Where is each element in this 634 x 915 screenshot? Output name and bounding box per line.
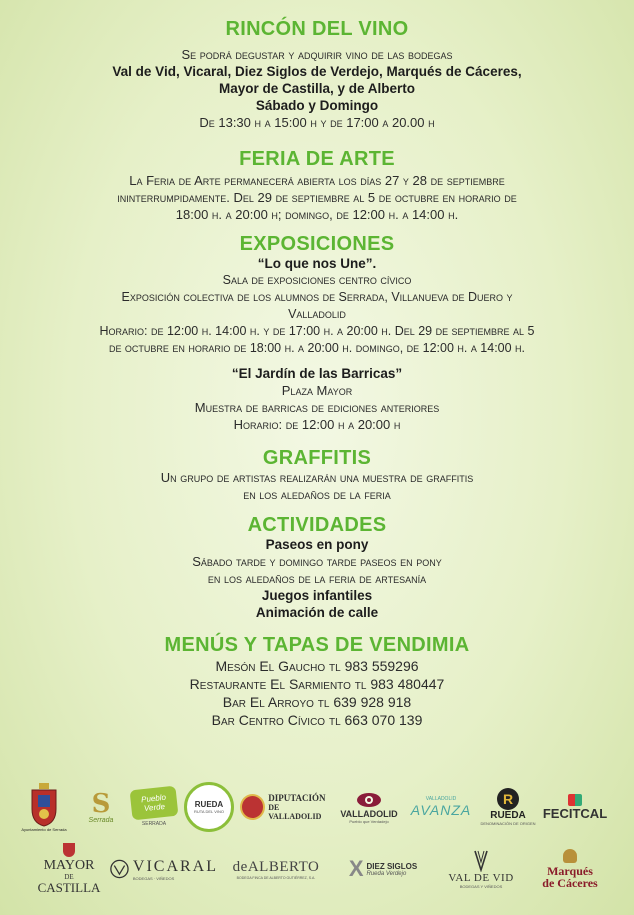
rincon-bodegas: Val de Vid, Vicaral, Diez Siglos de Verdejo, Marqués de Cáceres, [112,64,522,79]
serrada-label: Serrada [88,816,114,824]
pueblo-verde-sub: SERRADA [141,820,167,827]
rueda-ruta-logo [184,778,234,836]
rincon-hours: De 13:30 h a 15:00 h y de 17:00 a 20.00 h [199,115,435,130]
valladolid-label: VALLADOLID [340,808,398,819]
actividad-juegos: Juegos infantiles [261,588,373,603]
rueda-do-label: RUEDA [490,810,526,821]
ayuntamiento-serrada-logo [14,778,74,836]
exposiciones-title: EXPOSICIONES [239,233,395,255]
actividad-line: en los aledaños de la feria de artesanía [207,571,427,586]
actividades-section [0,514,634,621]
feria-line: La Feria de Arte permanecerá abierta los días 27 y 28 de septiembre [129,173,505,188]
graffitis-line: Un grupo de artistas realizarán una muestra de graffitis [160,470,474,485]
de-alberto-logo [228,838,324,900]
serrada-s-icon: S [91,788,111,819]
actividad-pony: Paseos en pony [265,537,369,552]
rueda-r-icon: R [497,788,519,810]
diez-siglos-x-icon: X [348,856,364,881]
valdevid-label: VAL DE VID [448,871,514,884]
exposicion-2-title: “El Jardín de las Barricas” [231,366,403,381]
restaurant-line: Restaurante El Sarmiento tl 983 480447 [189,676,445,692]
rueda-do-logo [480,778,536,836]
rueda-ruta-sub: RUTA DEL VINO [193,809,224,814]
marques-label-2: de Cáceres [542,876,598,890]
vicaral-emblem-icon [110,858,129,880]
rincon-line: Se podrá degustar y adquirir vino de las bodegas [181,47,453,62]
marques-label-1: Marqués [547,864,593,878]
diputacion-label-2: DE VALLADOLID [268,803,322,821]
diputacion-logo [240,778,332,836]
coat-of-arms-icon [29,783,59,827]
rueda-do-sub: DENOMINACIÓN DE ORIGEN [480,821,536,826]
vicaral-sub: BODEGAS · VIÑEDOS [132,875,175,881]
feria-line: ininterrumpidamente. Del 29 de septiembre al 5 de octubre en horario de [117,190,517,205]
marques-de-caceres-logo [530,838,610,900]
exposiciones-section [0,233,634,433]
vicaral-logo [110,838,218,900]
val-de-vid-v-icon [474,850,488,872]
rueda-ruta-label: RUEDA [194,800,224,809]
graffitis-section [0,447,634,503]
exposicion-2-line: Horario: de 12:00 h a 20:00 h [233,417,401,432]
rincon-days: Sábado y Domingo [255,98,379,113]
exposicion-2-line: Muestra de barricas de ediciones anteriores [194,400,440,415]
fecitcal-logo [540,778,610,836]
restaurant-line: Mesón El Gaucho tl 983 559296 [215,658,419,674]
exposicion-1-title: “Lo que nos Une”. [257,256,377,271]
mayor-de-castilla-logo [36,838,102,900]
val-de-vid-logo [440,838,522,900]
exposicion-1-line: Valladolid [288,307,346,321]
restaurant-line: Bar El Arroyo tl 639 928 918 [222,694,412,710]
valladolid-sub: Pueblo que Verdadejo [349,818,389,824]
fecitcal-label: FECITCAL [542,805,608,821]
actividad-line: Sábado tarde y domingo tarde paseos en pony [192,554,442,569]
valladolid-avanza-logo [408,778,474,836]
menus-section [0,634,634,729]
dealberto-sub: BODEGA FINCA DE ALBERTO GUTIÉRREZ, S.A. [236,875,316,880]
fecitcal-flag-icon [568,794,582,806]
feria-line: 18:00 h. a 20:00 h; domingo, de 12:00 h. a 14:00 h. [175,207,459,222]
valdevid-sub: BODEGAS Y VIÑEDOS [459,883,503,889]
diputacion-label-1: DIPUTACIÓN [268,793,326,803]
exposicion-1-line: de octubre en horario de 18:00 h. a 20:00 h. domingo, de 12:00 h. a 14:00 h. [108,341,526,355]
pueblo-verde-logo [128,778,180,836]
actividades-title: ACTIVIDADES [247,514,387,536]
eye-icon [356,791,382,809]
exposicion-1-line: Sala de exposiciones centro cívico [222,273,412,287]
exposicion-1-line: Exposición colectiva de los alumnos de Serrada, Villanueva de Duero y [121,290,513,304]
actividad-animacion: Animación de calle [255,605,379,620]
feria-de-arte-section [0,148,634,223]
exposicion-2-line: Plaza Mayor [281,383,353,398]
restaurant-line: Bar Centro Cívico tl 663 070 139 [211,712,423,728]
exposicion-1-line: Horario: de 12:00 h. 14:00 h. y de 17:00 h. a 20:00 h. Del 29 de septiembre al 5 [99,324,535,338]
serrada-logo [80,778,122,836]
mayor-label-3: CASTILLA [37,880,101,895]
graffitis-title: GRAFFITIS [262,447,372,469]
vicaral-label: VICARAL [132,857,218,875]
menus-title: MENÚS Y TAPAS DE VENDIMIA [164,634,470,656]
avanza-top: VALLADOLID [425,796,457,802]
avanza-label: AVANZA [410,802,472,818]
dealberto-label: deALBERTO [232,858,320,875]
mayor-label-2: DE [64,873,74,881]
marques-crest-icon [563,849,577,863]
diez-siglos-logo [336,838,430,900]
castilla-shield-icon [63,843,75,857]
mayor-label-1: MAYOR [43,858,95,873]
diezsiglos-sub: Rueda Verdejo [366,870,407,877]
diputacion-seal-icon [240,794,265,820]
valladolid-logo [336,778,402,836]
ayto-label: Ayuntamiento de Serrada [21,826,67,832]
graffitis-line: en los aledaños de la feria [243,487,391,502]
rincon-del-vino-section [0,18,634,131]
rincon-title: RINCÓN DEL VINO [225,18,409,40]
feria-title: FERIA DE ARTE [239,148,395,170]
diezsiglos-label: DIEZ SIGLOS [366,861,418,871]
pueblo-verde-label: Pueblo Verde [130,785,179,820]
rincon-bodegas: Mayor de Castilla, y de Alberto [218,81,416,96]
